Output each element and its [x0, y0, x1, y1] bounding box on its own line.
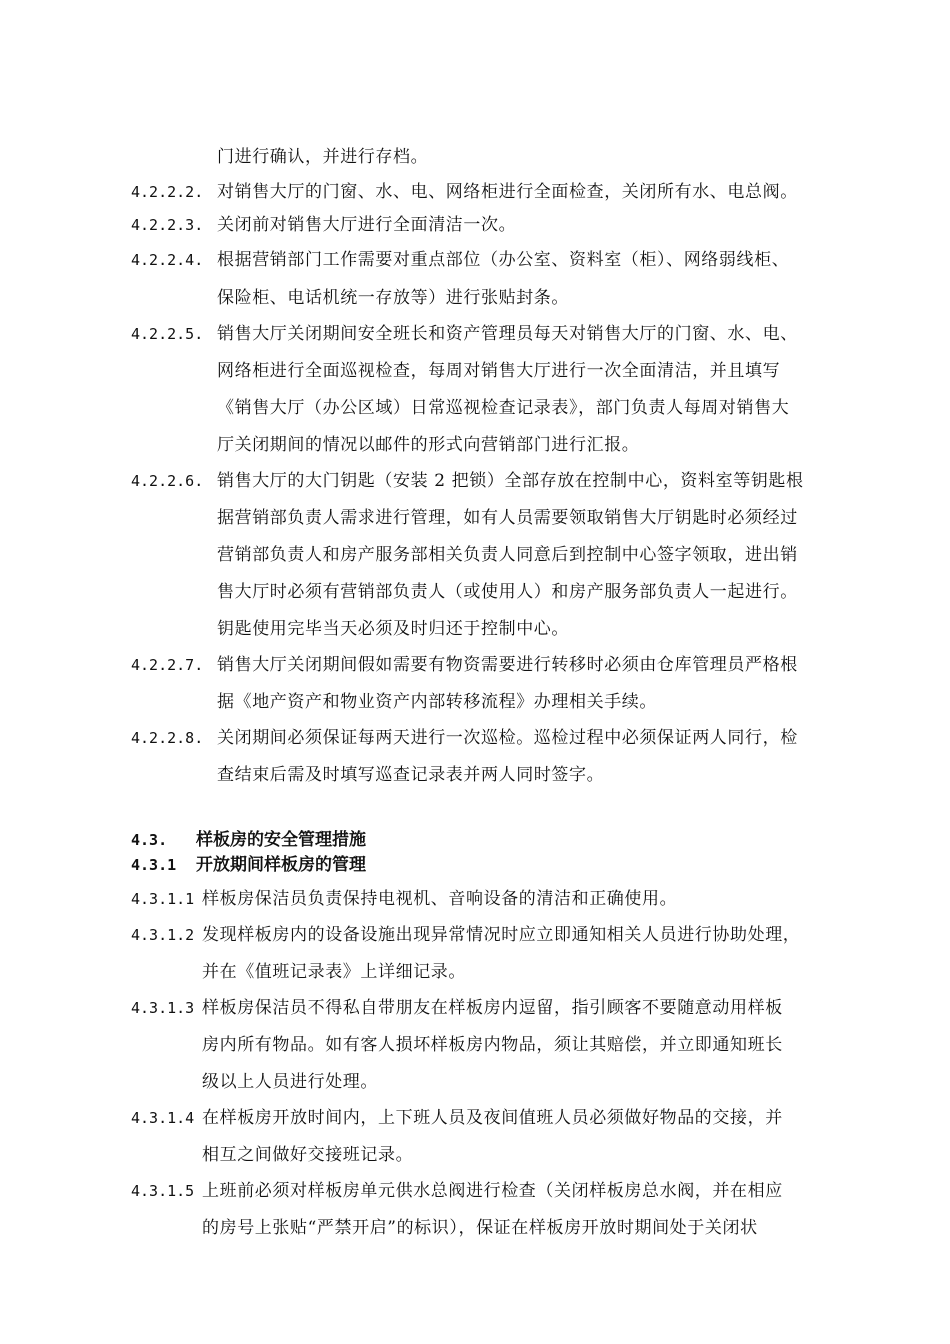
item-text: 销售大厅关闭期间假如需要有物资需要进行转移时必须由仓库管理员严格根 — [217, 655, 798, 675]
item-text: 售大厅时必须有营销部负责人（或使用人）和房产服务部负责人一起进行。 — [217, 582, 798, 602]
item-number: 4.2.2.7. — [131, 656, 204, 674]
item-text: 并在《值班记录表》上详细记录。 — [202, 962, 466, 982]
item-number: 4.2.2.3. — [131, 216, 204, 234]
item-text: 关闭前对销售大厅进行全面清洁一次。 — [217, 215, 517, 235]
subsection-number: 4.3.1 — [131, 856, 177, 874]
item-number: 4.2.2.5. — [131, 325, 204, 343]
item-text: 相互之间做好交接班记录。 — [202, 1145, 414, 1165]
item-number: 4.2.2.4. — [131, 251, 204, 269]
item-number: 4.3.1.3 — [131, 999, 195, 1017]
item-text: 保险柜、电话机统一存放等）进行张贴封条。 — [217, 288, 569, 308]
item-text: 钥匙使用完毕当天必须及时归还于控制中心。 — [217, 619, 569, 639]
item-text: 厅关闭期间的情况以邮件的形式向营销部门进行汇报。 — [217, 435, 640, 455]
item-text: 营销部负责人和房产服务部相关负责人同意后到控制中心签字领取，进出销 — [217, 545, 798, 565]
item-text: 发现样板房内的设备设施出现异常情况时应立即通知相关人员进行协助处理， — [202, 925, 801, 945]
item-text: 据《地产资产和物业资产内部转移流程》办理相关手续。 — [217, 692, 657, 712]
item-text: 销售大厅的大门钥匙（安装 2 把锁）全部存放在控制中心，资料室等钥匙根 — [217, 471, 804, 491]
item-number: 4.3.1.2 — [131, 926, 195, 944]
item-text: 在样板房开放时间内，上下班人员及夜间值班人员必须做好物品的交接，并 — [202, 1108, 783, 1128]
continuation-line: 门进行确认，并进行存档。 — [217, 147, 429, 167]
item-text: 《销售大厅（办公区域）日常巡视检查记录表》，部门负责人每周对销售大 — [217, 398, 790, 418]
item-text: 据营销部负责人需求进行管理，如有人员需要领取销售大厅钥匙时必须经过 — [217, 508, 798, 528]
item-text: 样板房保洁员不得私自带朋友在样板房内逗留，指引顾客不要随意动用样板 — [202, 998, 783, 1018]
item-text: 销售大厅关闭期间安全班长和资产管理员每天对销售大厅的门窗、水、电、 — [217, 324, 798, 344]
item-number: 4.3.1.5 — [131, 1182, 195, 1200]
item-number: 4.2.2.2. — [131, 183, 204, 201]
item-text: 查结束后需及时填写巡查记录表并两人同时签字。 — [217, 765, 605, 785]
item-number: 4.2.2.6. — [131, 472, 204, 490]
item-text: 级以上人员进行处理。 — [202, 1072, 378, 1092]
item-text: 房内所有物品。如有客人损坏样板房内物品，须让其赔偿，并立即通知班长 — [202, 1035, 783, 1055]
item-text: 关闭期间必须保证每两天进行一次巡检。巡检过程中必须保证两人同行，检 — [217, 728, 798, 748]
item-text: 上班前必须对样板房单元供水总阀进行检查（关闭样板房总水阀，并在相应 — [202, 1181, 783, 1201]
item-text: 样板房保洁员负责保持电视机、音响设备的清洁和正确使用。 — [202, 889, 678, 909]
item-text: 网络柜进行全面巡视检查，每周对销售大厅进行一次全面清洁，并且填写 — [217, 361, 781, 381]
item-number: 4.3.1.1 — [131, 890, 195, 908]
item-text: 的房号上张贴“严禁开启”的标识），保证在样板房开放时期间处于关闭状 — [202, 1218, 758, 1238]
section-title: 样板房的安全管理措施 — [196, 830, 366, 850]
item-text: 根据营销部门工作需要对重点部位（办公室、资料室（柜）、网络弱线柜、 — [217, 250, 790, 270]
subsection-title: 开放期间样板房的管理 — [196, 855, 366, 875]
item-number: 4.2.2.8. — [131, 729, 204, 747]
item-number: 4.3.1.4 — [131, 1109, 195, 1127]
section-number: 4.3. — [131, 831, 168, 849]
item-text: 对销售大厅的门窗、水、电、网络柜进行全面检查，关闭所有水、电总阀。 — [217, 182, 798, 202]
